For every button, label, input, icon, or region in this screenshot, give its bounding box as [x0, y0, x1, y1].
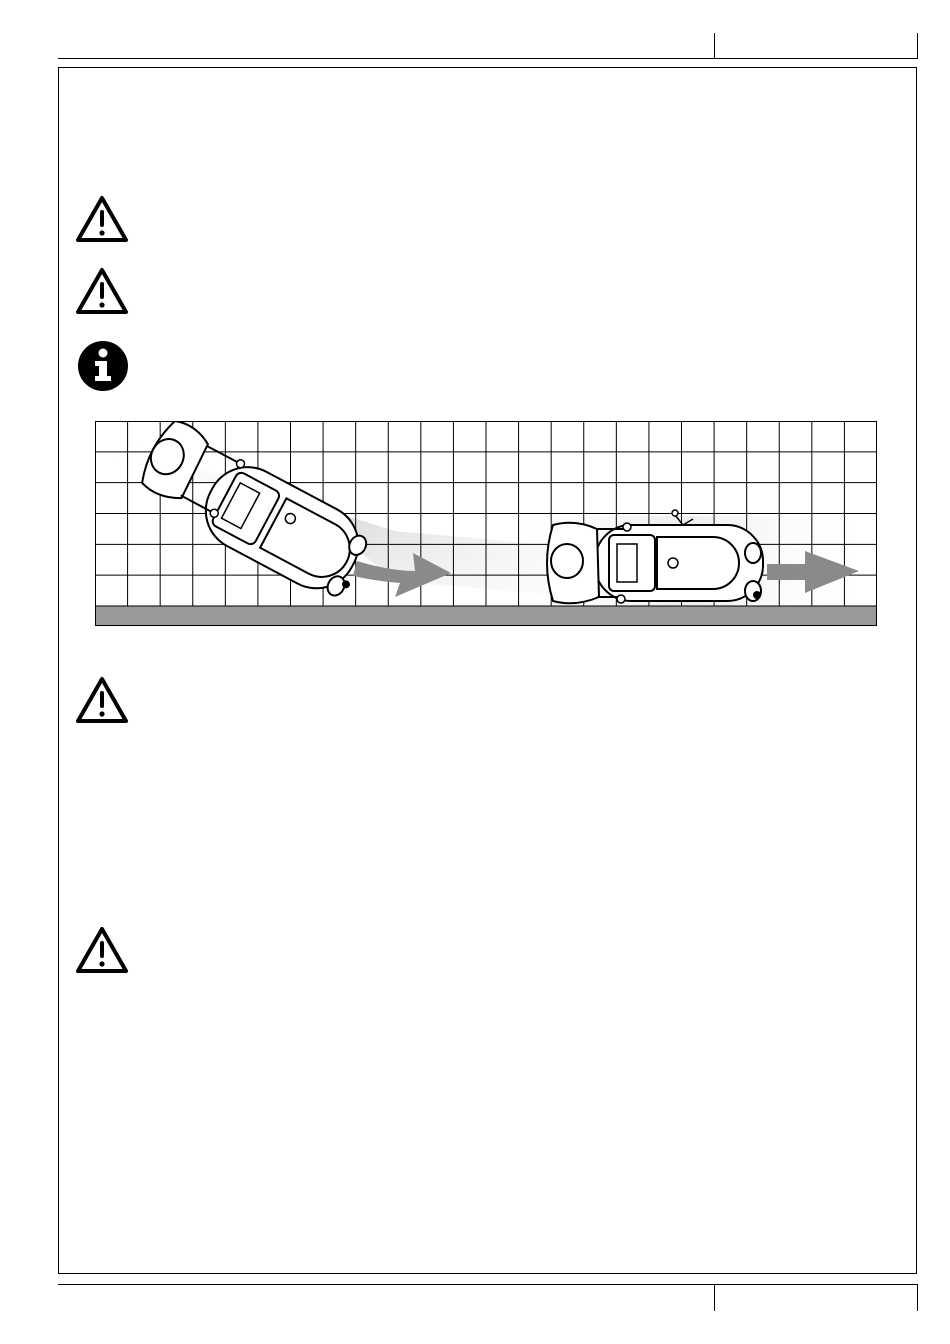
footer-rule	[58, 1284, 918, 1285]
info-circle-icon	[77, 340, 129, 392]
floor-cleaning-diagram	[95, 421, 877, 626]
header-tab-divider	[714, 33, 715, 58]
scrubber-machine-straight	[595, 525, 763, 601]
warning-triangle-icon	[74, 675, 130, 725]
wall	[95, 606, 877, 626]
header-right-tick	[917, 33, 918, 58]
content-frame	[58, 67, 917, 1274]
warning-triangle-icon	[74, 925, 130, 975]
footer-tab-divider	[714, 1284, 715, 1311]
warning-triangle-icon	[74, 194, 130, 244]
header-rule	[58, 58, 918, 59]
warning-triangle-icon	[74, 266, 130, 316]
footer-right-tick	[917, 1284, 918, 1311]
